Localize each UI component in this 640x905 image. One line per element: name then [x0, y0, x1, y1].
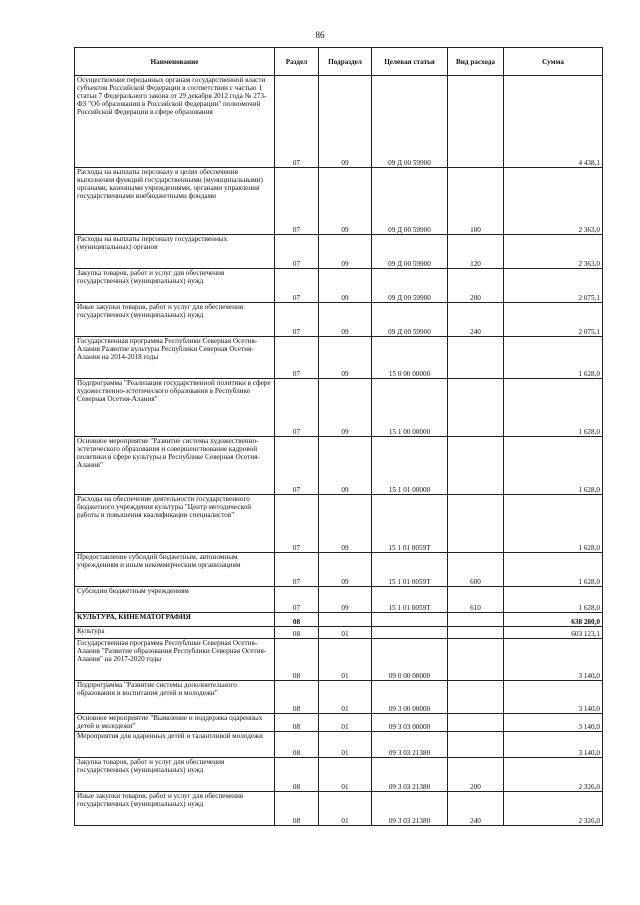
table-row [75, 235, 603, 269]
cell-type [448, 639, 504, 681]
cell-target: 09 3 03 00000 [372, 714, 448, 732]
cell-type: 610 [448, 587, 504, 613]
column-header-section: Раздел [275, 48, 319, 76]
cell-name: Государственная программа Республики Северная Осетия-Алания Развитие культуры Республики Северная Осетия-Алания на 2014-2018 годы [75, 337, 275, 379]
cell-name: Подпрограмма "Реализация государственной политики в сфере художественно-эстетического образования в Республике Северная Осетия-Алания" [75, 379, 275, 437]
table-row [75, 681, 603, 714]
cell-subsection: 01 [319, 714, 372, 732]
cell-target: 09 3 03 21380 [372, 758, 448, 792]
table-row [75, 337, 603, 379]
cell-type [448, 732, 504, 758]
cell-sum: 3 140,0 [504, 732, 603, 758]
table-row [75, 587, 603, 613]
cell-subsection: 01 [319, 681, 372, 714]
cell-target: 09 Д 00 59900 [372, 76, 448, 168]
cell-name: Подпрограмма "Развитие системы дополнительного образования и воспитания детей и молодежи" [75, 681, 275, 714]
table-row [75, 714, 603, 732]
cell-section: 08 [275, 714, 319, 732]
table-row [75, 168, 603, 235]
column-header-target: Целевая статья [372, 48, 448, 76]
cell-section: 08 [275, 627, 319, 639]
cell-name: Расходы на выплаты персоналу государственных (муниципальных) органов [75, 235, 275, 269]
cell-section: 08 [275, 732, 319, 758]
table-row [75, 758, 603, 792]
cell-section: 08 [275, 792, 319, 826]
cell-section: 07 [275, 437, 319, 495]
cell-type: 100 [448, 168, 504, 235]
cell-subsection: 01 [319, 639, 372, 681]
cell-target: 09 Д 00 59900 [372, 269, 448, 303]
cell-sum: 603 123,1 [504, 627, 603, 639]
cell-target: 15 1 01 0059Т [372, 587, 448, 613]
cell-type [448, 613, 504, 627]
cell-section: 07 [275, 76, 319, 168]
cell-section: 08 [275, 681, 319, 714]
table-row [75, 613, 603, 627]
cell-type: 200 [448, 269, 504, 303]
table-row [75, 792, 603, 826]
cell-type: 120 [448, 235, 504, 269]
cell-name: Закупка товаров, работ и услуг для обеспечения государственных (муниципальных) нужд [75, 269, 275, 303]
cell-sum: 2 326,0 [504, 792, 603, 826]
cell-target [372, 627, 448, 639]
cell-name: Государственная программа Республики Северная Осетия-Алания "Развитие образования Республики Северная Осетия-Алания" на 2017-2020 годы [75, 639, 275, 681]
cell-subsection: 09 [319, 495, 372, 553]
cell-name: Основное мероприятие "Развитие системы художественно-эстетического образования и совершенствование кадровой политики в сфере культуры в Республике Северная Осетия-Алания" [75, 437, 275, 495]
cell-sum: 1 628,0 [504, 337, 603, 379]
cell-sum: 1 628,0 [504, 587, 603, 613]
cell-type [448, 681, 504, 714]
cell-target: 09 3 00 00000 [372, 681, 448, 714]
cell-type [448, 337, 504, 379]
cell-target: 09 Д 00 59900 [372, 303, 448, 337]
column-header-subsection: Подраздел [319, 48, 372, 76]
cell-name: КУЛЬТУРА, КИНЕМАТОГРАФИЯ [75, 613, 275, 627]
cell-type: 240 [448, 303, 504, 337]
cell-sum: 2 326,0 [504, 758, 603, 792]
cell-sum: 1 628,0 [504, 437, 603, 495]
cell-subsection: 09 [319, 76, 372, 168]
cell-target: 15 0 00 00000 [372, 337, 448, 379]
cell-name: Иные закупки товаров, работ и услуг для обеспечения государственных (муниципальных) нужд [75, 303, 275, 337]
cell-name: Предоставление субсидий бюджетным, автономным учреждениям и иным некоммерческим организациям [75, 553, 275, 587]
cell-name: Осуществление переданных органам государственной власти субъектов Российской Федерации в соответствии с частью 1 статьи 7 Федерального закона от 29 декабря 2012 года № 273-ФЗ "Об образовании в Российской Федерации" полномочий Российской Федерации в сфере образования [75, 76, 275, 168]
cell-sum: 3 140,0 [504, 714, 603, 732]
cell-target: 09 3 03 21380 [372, 732, 448, 758]
cell-name: Мероприятия для одаренных детей и талантливой молодежи [75, 732, 275, 758]
cell-type [448, 76, 504, 168]
cell-subsection: 01 [319, 732, 372, 758]
cell-target: 09 3 03 21380 [372, 792, 448, 826]
cell-subsection: 09 [319, 553, 372, 587]
cell-subsection: 01 [319, 792, 372, 826]
column-header-name: Наименование [75, 48, 275, 76]
cell-type: 600 [448, 553, 504, 587]
table-row [75, 732, 603, 758]
cell-section: 07 [275, 553, 319, 587]
cell-target: 09 Д 00 59900 [372, 168, 448, 235]
cell-section: 07 [275, 168, 319, 235]
cell-type [448, 714, 504, 732]
cell-section: 08 [275, 613, 319, 627]
table-row [75, 437, 603, 495]
cell-section: 07 [275, 235, 319, 269]
cell-sum: 1 628,0 [504, 495, 603, 553]
cell-subsection: 09 [319, 379, 372, 437]
cell-target: 15 1 01 0059Т [372, 553, 448, 587]
cell-section: 07 [275, 337, 319, 379]
cell-sum: 2 075,1 [504, 303, 603, 337]
cell-name: Основное мероприятие "Выявление и поддержка одаренных детей и молодежи" [75, 714, 275, 732]
cell-subsection [319, 613, 372, 627]
cell-type [448, 379, 504, 437]
cell-subsection: 09 [319, 235, 372, 269]
table-row [75, 627, 603, 639]
column-header-sum: Сумма [504, 48, 603, 76]
cell-name: Иные закупки товаров, работ и услуг для обеспечения государственных (муниципальных) нужд [75, 792, 275, 826]
cell-target [372, 613, 448, 627]
cell-sum: 4 438,1 [504, 76, 603, 168]
cell-section: 08 [275, 758, 319, 792]
table-header-row [75, 48, 603, 76]
cell-target: 09 Д 00 59900 [372, 235, 448, 269]
cell-subsection: 01 [319, 758, 372, 792]
cell-section: 08 [275, 639, 319, 681]
cell-section: 07 [275, 269, 319, 303]
cell-subsection: 09 [319, 303, 372, 337]
table-row [75, 269, 603, 303]
cell-target: 15 1 01 0059Т [372, 495, 448, 553]
table-row [75, 639, 603, 681]
table-row [75, 76, 603, 168]
cell-subsection: 09 [319, 269, 372, 303]
cell-type [448, 437, 504, 495]
cell-name: Закупка товаров, работ и услуг для обеспечения государственных (муниципальных) нужд [75, 758, 275, 792]
cell-section: 07 [275, 379, 319, 437]
cell-sum: 2 075,1 [504, 269, 603, 303]
cell-name: Субсидии бюджетным учреждениям [75, 587, 275, 613]
table-row [75, 495, 603, 553]
budget-table [74, 47, 603, 826]
cell-subsection: 09 [319, 337, 372, 379]
cell-subsection: 09 [319, 587, 372, 613]
cell-section: 07 [275, 587, 319, 613]
cell-type [448, 495, 504, 553]
cell-sum: 3 140,0 [504, 681, 603, 714]
table-row [75, 379, 603, 437]
cell-type: 240 [448, 792, 504, 826]
column-header-type: Вид расхода [448, 48, 504, 76]
table-row [75, 303, 603, 337]
cell-target: 15 1 01 00000 [372, 437, 448, 495]
cell-name: Культура [75, 627, 275, 639]
cell-type [448, 627, 504, 639]
cell-target: 09 0 00 00000 [372, 639, 448, 681]
cell-subsection: 09 [319, 168, 372, 235]
page-number: 86 [315, 30, 325, 40]
table-row [75, 553, 603, 587]
cell-section: 07 [275, 495, 319, 553]
cell-sum: 1 628,0 [504, 379, 603, 437]
cell-section: 07 [275, 303, 319, 337]
cell-type: 200 [448, 758, 504, 792]
cell-target: 15 1 00 00000 [372, 379, 448, 437]
cell-name: Расходы на выплаты персоналу в целях обеспечения выполнения функций государственными (муниципальными) органами, казенными учреждениями, органами управления государственными внебюджетными фондами [75, 168, 275, 235]
cell-sum: 2 363,0 [504, 235, 603, 269]
cell-name: Расходы на обеспечение деятельности государственного бюджетного учреждения культуры "Центр методической работы и повышения квалификации специалистов" [75, 495, 275, 553]
cell-subsection: 09 [319, 437, 372, 495]
cell-sum: 638 280,0 [504, 613, 603, 627]
cell-subsection: 01 [319, 627, 372, 639]
cell-sum: 3 140,0 [504, 639, 603, 681]
cell-sum: 2 363,0 [504, 168, 603, 235]
cell-sum: 1 628,0 [504, 553, 603, 587]
